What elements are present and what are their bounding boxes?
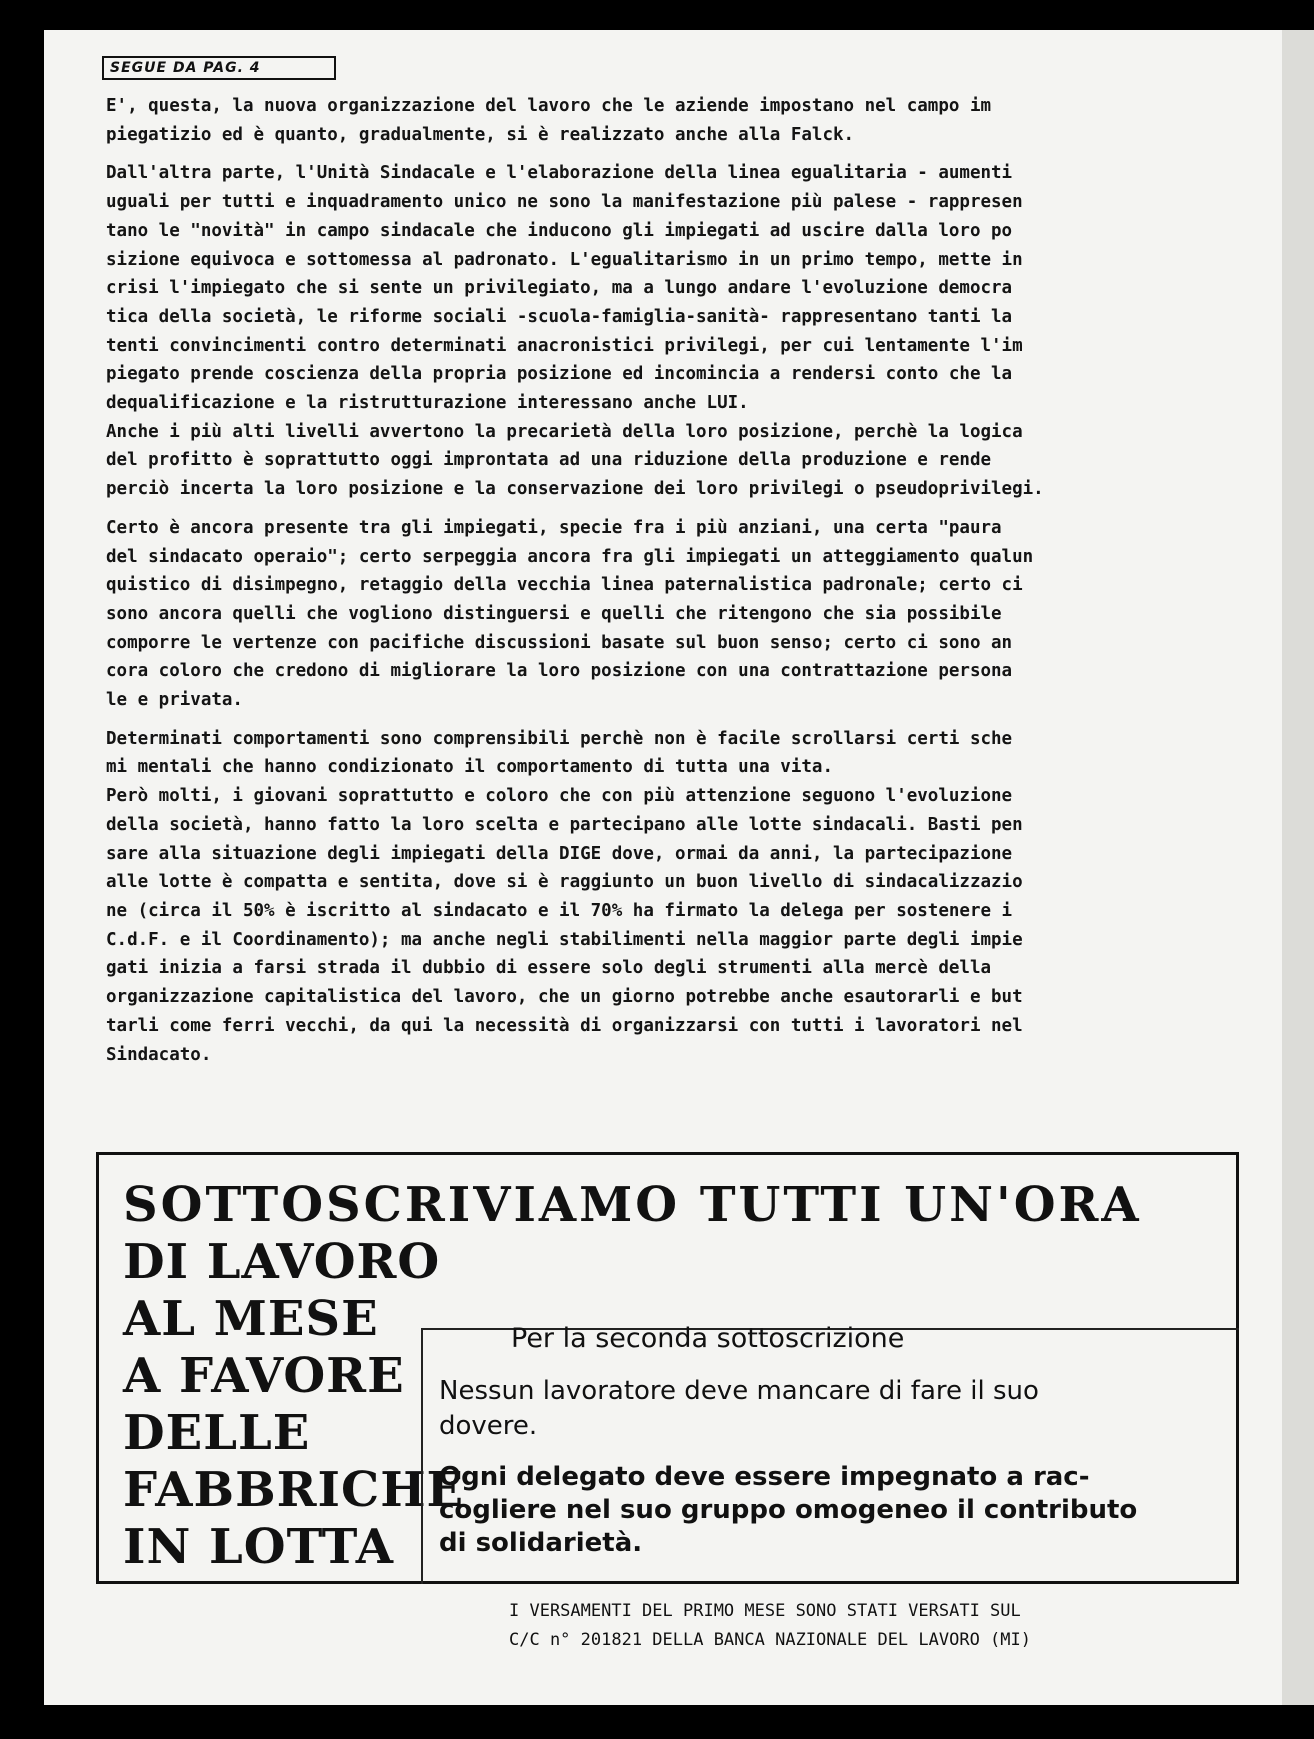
article-line: crisi l'impiegato che si sente un privilegiato, ma a lungo andare l'evoluzione democra (106, 278, 1013, 299)
article-line: tica della società, le riforme sociali -scuola-famiglia-sanità- rappresentano tanti la (106, 306, 1013, 327)
document-page (44, 30, 1282, 1705)
article-line: ne (circa il 50% è iscritto al sindacato e il 70% ha firmato la delega per sostenere i (106, 900, 1013, 921)
headline-line: A FAVORE (123, 1348, 405, 1404)
duty-line: Nessun lavoratore deve mancare di fare il suo (439, 1376, 1039, 1406)
article-line: Anche i più alti livelli avvertono la precarietà della loro posizione, perchè la logica (106, 421, 1023, 442)
article-line: mi mentali che hanno condizionato il comportamento di tutta una vita. (106, 757, 833, 778)
panel-left-divider (421, 1328, 423, 1584)
continued-from-tag: SEGUE DA PAG. 4 (102, 56, 336, 80)
article-line: del profitto è soprattutto oggi improntata ad una riduzione della produzione e rende (106, 450, 992, 471)
article-line: perciò incerta la loro posizione e la conservazione dei loro privilegi o pseudoprivilegi. (106, 479, 1044, 500)
article-line: sare alla situazione degli impiegati della DIGE dove, ormai da anni, la partecipazione (106, 843, 1013, 864)
headline-line: SOTTOSCRIVIAMO TUTTI UN'ORA (123, 1177, 1142, 1233)
headline-line: DI LAVORO (123, 1234, 441, 1290)
adjacent-page-edge (1282, 30, 1314, 1705)
article-line: dequalificazione e la ristrutturazione interessano anche LUI. (106, 393, 749, 414)
article-line: alle lotte è compatta e sentita, dove si è raggiunto un buon livello di sindacalizzazio (106, 872, 1023, 893)
headline-line: DELLE (123, 1405, 311, 1461)
article-line: tarli come ferri vecchi, da qui la necessità di organizzarsi con tutti i lavoratori nel (106, 1015, 1023, 1036)
article-line: cora coloro che credono di migliorare la loro posizione con una contrattazione persona (106, 661, 1013, 682)
article-line: sizione equivoca e sottomessa al padronato. L'egualitarismo in un primo tempo, mette in (106, 249, 1023, 270)
article-line: piegatizio ed è quanto, gradualmente, si è realizzato anche alla Falck. (106, 124, 855, 145)
article-line: comporre le vertenze con pacifiche discussioni basate sul buon senso; certo ci sono an (106, 632, 1013, 653)
article-line: Sindacato. (106, 1044, 212, 1065)
subscription-details-panel (439, 1155, 1229, 1650)
article-line: Certo è ancora presente tra gli impiegati, specie fra i più anziani, una certa "paura (106, 517, 1002, 538)
article-line: sono ancora quelli che vogliono distinguersi e quelli che ritengono che sia possibile (106, 603, 1002, 624)
delegate-line: Ogni delegato deve essere impegnato a rac- (439, 1462, 1090, 1492)
article-line: gati inizia a farsi strada il dubbio di essere solo degli strumenti alla mercè della (106, 958, 992, 979)
article-line: le e privata. (106, 690, 243, 711)
article-line: organizzazione capitalistica del lavoro, che un giorno potrebbe anche esautorarli e but (106, 987, 1023, 1008)
article-line: tano le "novità" in campo sindacale che inducono gli impiegati ad uscire dalla loro po (106, 220, 1013, 241)
subscription-box (96, 1152, 1239, 1650)
headline-line: IN LOTTA (123, 1519, 394, 1575)
payment-info-line: C/C n° 201821 DELLA BANCA NAZIONALE DEL LAVORO (MI) (509, 1630, 1031, 1650)
panel-title: Per la seconda sottoscrizione (511, 1323, 905, 1354)
delegate-line: cogliere nel suo gruppo omogeneo il contributo (439, 1495, 1138, 1525)
article-body (106, 92, 1256, 1069)
article-line: piegato prende coscienza della propria posizione ed incomincia a rendersi conto che la (106, 364, 1013, 385)
article-line: C.d.F. e il Coordinamento); ma anche negli stabilimenti nella maggior parte degli impie (106, 929, 1023, 950)
headline-line: AL MESE (123, 1291, 379, 1347)
article-line: tenti convincimenti contro determinati anacronistici privilegi, per cui lentamente l'im (106, 335, 1023, 356)
duty-line: dovere. (439, 1411, 538, 1441)
delegate-line: di solidarietà. (439, 1528, 643, 1558)
article-line: del sindacato operaio"; certo serpeggia ancora fra gli impiegati un atteggiamento qualun (106, 546, 1034, 567)
article-line: Però molti, i giovani soprattutto e coloro che con più attenzione seguono l'evoluzione (106, 786, 1013, 807)
payment-info-line: I VERSAMENTI DEL PRIMO MESE SONO STATI VERSATI SUL (509, 1601, 1021, 1621)
article-line: quistico di disimpegno, retaggio della vecchia linea paternalistica padronale; certo ci (106, 575, 1023, 596)
article-line: uguali per tutti e inquadramento unico ne sono la manifestazione più palese - rappresen (106, 192, 1023, 213)
article-line: Dall'altra parte, l'Unità Sindacale e l'elaborazione della linea egualitaria - aumenti (106, 163, 1013, 184)
article-line: Determinati comportamenti sono comprensibili perchè non è facile scrollarsi certi sche (106, 728, 1013, 749)
article-line: E', questa, la nuova organizzazione del lavoro che le aziende impostano nel campo im (106, 96, 992, 116)
article-line: della società, hanno fatto la loro scelta e partecipano alle lotte sindacali. Basti pen (106, 814, 1023, 835)
headline-line: FABBRICHE (123, 1462, 465, 1518)
